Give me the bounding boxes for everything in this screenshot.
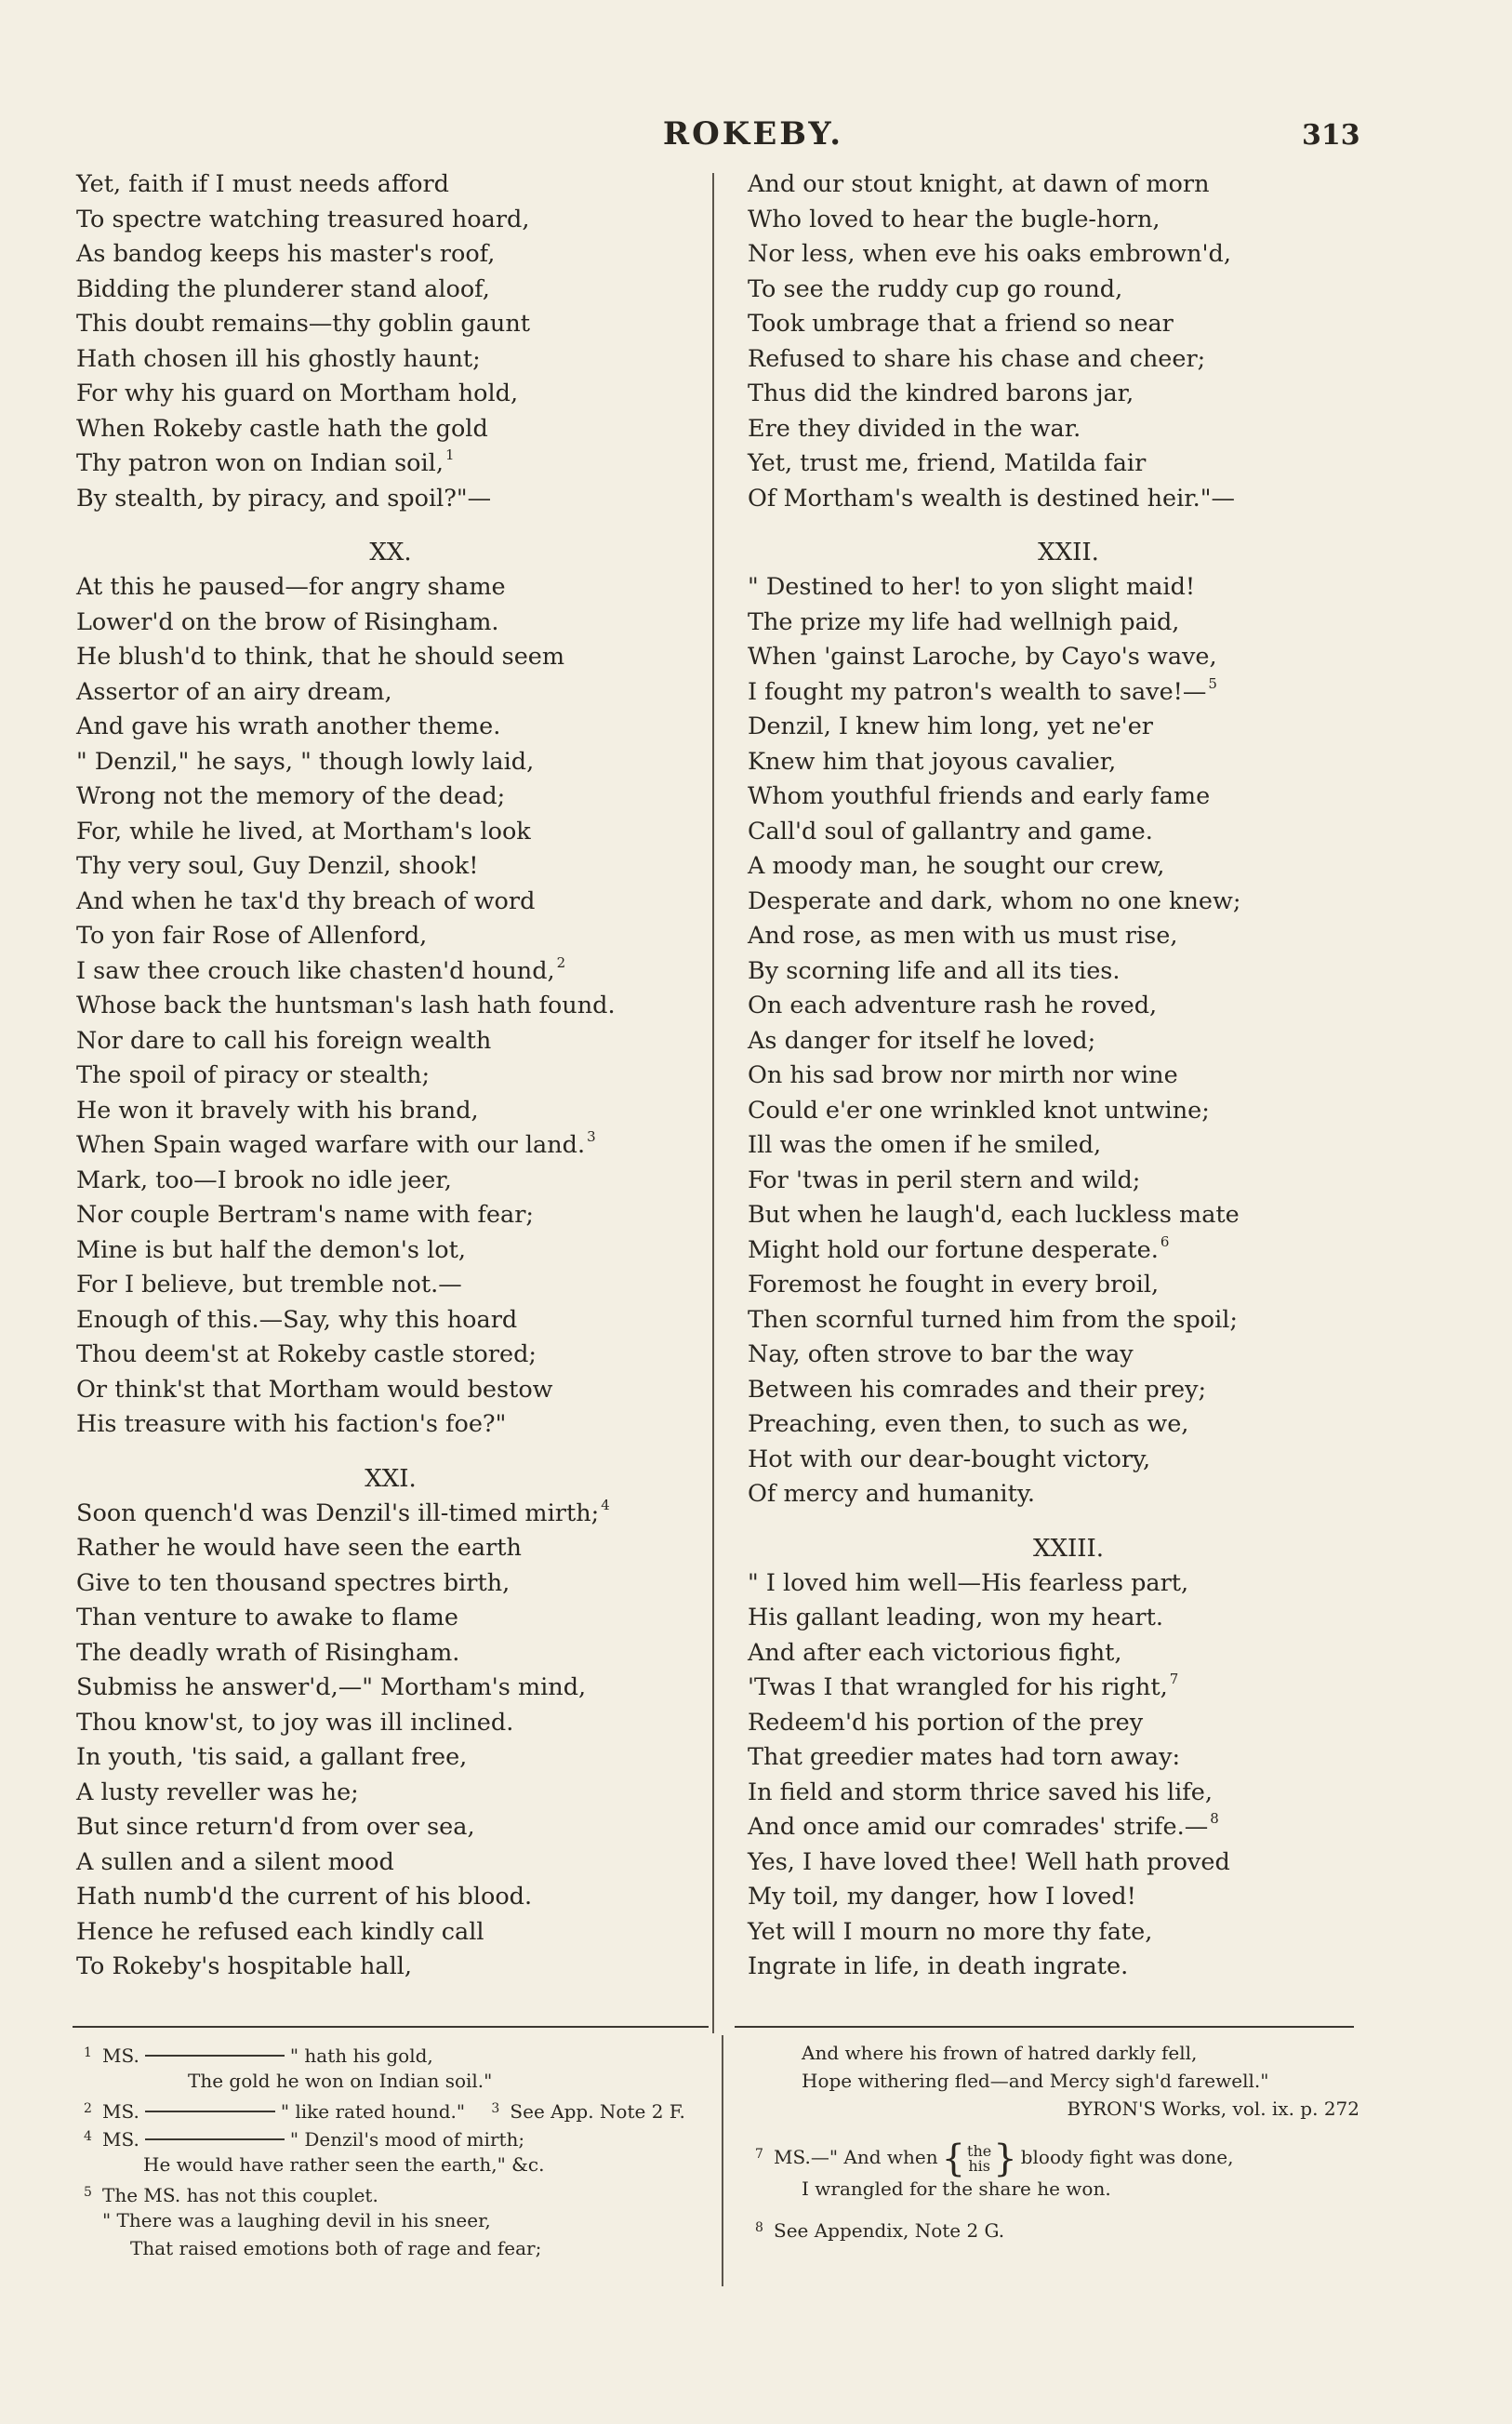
footnote-ms: MS. [102,2044,139,2067]
verse-line: Could e'er one wrinkled knot untwine; [748,1096,1210,1125]
verse-line: A lusty reveller was he; [76,1778,359,1806]
right-column [748,167,1389,1985]
verse-line: Thou deem'st at Rokeby castle stored; [76,1340,537,1368]
footnote [84,2039,716,2067]
verse-line: And gave his wrath another theme. [76,713,501,740]
verse-line [748,1671,1389,1706]
footnote-text: bloody fight was done, [1020,2146,1234,2168]
verse-line: Who loved to hear the bugle-horn, [748,205,1161,233]
footnote-rule-right [735,2026,1354,2028]
verse-line: Preaching, even then, to such as we, [748,1410,1189,1438]
footnote-text: " There was a laughing devil in his sneer, [102,2209,491,2231]
footnote-text: See App. Note 2 F. [510,2100,685,2123]
footnote-text: That raised emotions both of rage and fear; [130,2237,542,2259]
verse-line: My toil, my danger, how I loved! [748,1883,1136,1911]
column-divider [712,173,714,2033]
verse-text: And once amid our comrades' strife.— [748,1813,1209,1841]
footnote-ms: MS. [102,2128,139,2151]
stanza-heading: XX. [369,539,412,566]
verse-line: Mine is but half the demon's lot, [76,1235,466,1264]
footnote-number: 2 [84,2101,92,2116]
footnote-ms: MS. [102,2100,139,2123]
right-brace-icon: } [993,2137,1017,2180]
footnote-text: The MS. has not this couplet. [102,2184,378,2206]
footnote-attribution: BYRON'S Works, vol. ix. p. 272 [1067,2098,1359,2120]
verse-text: I fought my patron's wealth to save!— [748,677,1207,706]
footnote [84,2095,716,2123]
variant-reading [941,2137,1017,2180]
verse-text: Might hold our fortune desperate. [748,1235,1159,1264]
verse-line: Or think'st that Mortham would bestow [76,1375,553,1404]
verse-text: 'Twas I that wrangled for his right, [748,1673,1168,1701]
verse-line: Knew him that joyous cavalier, [748,747,1117,776]
verse-line: Nor dare to call his foreign wealth [76,1026,492,1055]
footnote [755,2134,1359,2180]
verse-line: Redeem'd his portion of the prey [748,1708,1144,1737]
verse-line [748,1233,1389,1269]
footnote-number: 1 [84,2045,92,2060]
footnote [84,2123,716,2151]
verse-line: Then scornful turned him from the spoil; [748,1305,1238,1334]
verse-line: Assertor of an airy dream, [76,677,392,706]
verse-line: Nay, often strove to bar the way [748,1340,1134,1368]
verse-line: A moody man, he sought our crew, [748,852,1165,880]
verse-line: Yes, I have loved thee! Well hath proved [748,1847,1230,1876]
verse-text: Thy patron won on Indian soil, [76,449,444,477]
verse-line: Thus did the kindred barons jar, [748,380,1134,407]
verse-line: And when he tax'd thy breach of word [76,886,536,915]
verse-line: Hath numb'd the current of his blood. [76,1883,533,1911]
footnote-number: 8 [755,2220,763,2235]
verse-line: This doubt remains—thy goblin gaunt [76,310,531,338]
footnote-text: " like rated hound." [280,2100,466,2123]
footnote-text: See Appendix, Note 2 G. [774,2219,1005,2242]
verse-line: As danger for itself he loved; [748,1026,1096,1055]
footnote-text: He would have rather seen the earth," &c. [143,2153,545,2176]
verse-line: Ill was the omen if he smiled, [748,1131,1102,1159]
verse-text: Soon quench'd was Denzil's ill-timed mirth; [76,1498,600,1527]
verse-line: When 'gainst Laroche, by Cayo's wave, [748,643,1217,671]
stanza-xxii [748,570,1389,1512]
verse-line: Nor couple Bertram's name with fear; [76,1201,535,1229]
verse-line [76,954,705,990]
verse-line: But when he laugh'd, each luckless mate [748,1201,1240,1229]
verse-line: For 'twas in peril stern and wild; [748,1165,1141,1194]
verse-line: Enough of this.—Say, why this hoard [76,1305,518,1334]
footnote-text: MS.—" And when [774,2146,938,2168]
stanza-heading: XXII. [1038,539,1099,566]
note-ref: 6 [1160,1232,1170,1250]
running-title: ROKEBY. [662,115,844,153]
page-number: 313 [1302,119,1360,152]
left-column [76,167,705,1985]
footnote-text: " Denzil's mood of mirth; [289,2128,525,2151]
verse-line [76,446,705,482]
verse-line: At this he paused—for angry shame [76,573,506,601]
verse-line: Denzil, I knew him long, yet ne'er [748,713,1153,740]
verse-line: Desperate and dark, whom no one knew; [748,886,1241,915]
verse-line: Than venture to awake to flame [76,1604,458,1632]
verse-line: Nor less, when eve his oaks embrown'd, [748,240,1231,268]
verse-line: Mark, too—I brook no idle jeer, [76,1165,452,1194]
verse-line: Submiss he answer'd,—" Mortham's mind, [76,1673,587,1701]
variant-option: the [967,2141,992,2160]
verse-line: To spectre watching treasured hoard, [76,205,530,233]
verse-line: For, while he lived, at Mortham's look [76,817,531,846]
stanza-heading: XXIII. [1032,1534,1105,1563]
verse-text: When Spain waged warfare with our land. [76,1131,586,1159]
verse-line [748,675,1389,711]
verse-line: Wrong not the memory of the dead; [76,782,506,810]
verse-line: Thy very soul, Guy Denzil, shook! [76,852,479,880]
verse-line: His gallant leading, won my heart. [748,1604,1163,1632]
verse-line [748,1810,1389,1845]
verse-line: By scorning life and all its ties. [748,956,1121,985]
footnote-number: 3 [491,2101,500,2116]
verse-line: Hence he refused each kindly call [76,1917,484,1946]
verse-line: He blush'd to think, that he should seem [76,643,565,671]
footnote [84,2178,716,2206]
note-ref: 2 [556,953,566,971]
verse-line: The spoil of piracy or stealth; [76,1061,431,1089]
verse-line: Ingrate in life, in death ingrate. [748,1952,1129,1980]
verse-line: For why his guard on Mortham hold, [76,380,519,407]
verse-line: Rather he would have seen the earth [76,1534,522,1562]
verse-line: His treasure with his faction's foe?" [76,1410,507,1438]
verse-line: For I believe, but tremble not.— [76,1271,462,1299]
verse-line: To see the ruddy cup go round, [748,274,1123,303]
footnote-rule-left [73,2026,709,2028]
stanza-xxiii [748,1566,1389,1985]
footnote [755,2214,1359,2242]
note-ref: 8 [1210,1810,1219,1827]
footnotes-left [84,2039,716,2262]
verse-line: And our stout knight, at dawn of morn [748,170,1210,198]
verse-line: Yet, trust me, friend, Matilda fair [748,449,1147,477]
verse-line: Bidding the plunderer stand aloof, [76,274,490,303]
verse-line: Of mercy and humanity. [748,1480,1035,1508]
footnote-divider [722,2035,723,2286]
verse-line: In youth, 'tis said, a gallant free, [76,1743,468,1771]
verse-text: I saw thee crouch like chasten'd hound, [76,956,555,985]
note-ref: 3 [587,1128,596,1145]
verse-line: Yet will I mourn no more thy fate, [748,1917,1153,1946]
verse-line: He won it bravely with his brand, [76,1096,479,1125]
verse-line: Hath chosen ill his ghostly haunt; [76,344,481,373]
footnote-text: I wrangled for the share he won. [802,2178,1111,2200]
left-brace-icon: { [941,2137,966,2180]
footnote-dash [145,2138,285,2140]
verse-line [76,1128,705,1164]
verse-line: " Destined to her! to yon slight maid! [748,573,1196,601]
footnote-number: 7 [755,2147,763,2162]
stanza-xxi [76,1497,705,1985]
verse-line [76,1497,705,1532]
verse-line: Hot with our dear-bought victory, [748,1445,1151,1473]
note-ref: 7 [1169,1671,1179,1687]
variant-option: his [968,2156,990,2175]
page-header [0,115,1512,162]
verse-line: And rose, as men with us must rise, [748,922,1178,950]
verse-line: When Rokeby castle hath the gold [76,414,488,443]
verse-line: That greedier mates had torn away: [748,1743,1181,1771]
footnote-number: 4 [84,2129,92,2144]
verse-line: Between his comrades and their prey; [748,1375,1207,1404]
verse-line: Took umbrage that a friend so near [748,310,1174,338]
verse-line: Yet, faith if I must needs afford [76,170,449,198]
verse-line: Call'd soul of gallantry and game. [748,817,1153,846]
stanza-xx [76,570,705,1443]
footnote-number: 5 [84,2185,92,2200]
footnote-dash [145,2111,275,2112]
verse-line: To Rokeby's hospitable hall, [76,1952,413,1980]
note-ref: 4 [601,1496,610,1513]
footnotes-right [755,2039,1359,2242]
stanza-xix-end [76,167,705,516]
verse-line: In field and storm thrice saved his life, [748,1778,1213,1806]
verse-line: Foremost he fought in every broil, [748,1271,1160,1299]
note-ref: 1 [444,446,455,463]
verse-line: To yon fair Rose of Allenford, [76,922,428,950]
verse-line: On his sad brow nor mirth nor wine [748,1061,1178,1089]
verse-line: As bandog keeps his master's roof, [76,240,496,268]
verse-line: Whom youthful friends and early fame [748,782,1211,810]
verse-line: By stealth, by piracy, and spoil?"— [76,484,492,513]
stanza-heading: XXI. [365,1464,417,1493]
stanza-xxi-cont [748,167,1389,516]
verse-line: A sullen and a silent mood [76,1847,394,1876]
verse-line: The deadly wrath of Risingham. [76,1638,460,1667]
verse-line: " I loved him well—His fearless part, [748,1568,1189,1597]
footnote-text: And where his frown of hatred darkly fell, [802,2042,1198,2064]
note-ref: 5 [1208,674,1217,692]
footnote-dash [145,2055,285,2057]
verse-line: Thou know'st, to joy was ill inclined. [76,1708,514,1737]
verse-line: Refused to share his chase and cheer; [748,344,1206,373]
verse-line: On each adventure rash he roved, [748,992,1158,1019]
verse-line: Whose back the huntsman's lash hath found. [76,992,616,1019]
verse-line: Ere they divided in the war. [748,414,1081,443]
verse-line: Of Mortham's wealth is destined heir."— [748,484,1235,513]
verse-line: But since return'd from over sea, [76,1813,475,1841]
verse-line: Give to ten thousand spectres birth, [76,1568,511,1597]
verse-line: " Denzil," he says, " though lowly laid, [76,747,535,776]
footnote-text: The gold he won on Indian soil." [188,2070,493,2092]
verse-line: And after each victorious fight, [748,1638,1122,1667]
footnote-text: " hath his gold, [289,2044,433,2067]
footnote-text: Hope withering fled—and Mercy sigh'd farewell." [802,2070,1269,2092]
verse-line: Lower'd on the brow of Risingham. [76,607,499,636]
verse-line: The prize my life had wellnigh paid, [748,607,1180,636]
